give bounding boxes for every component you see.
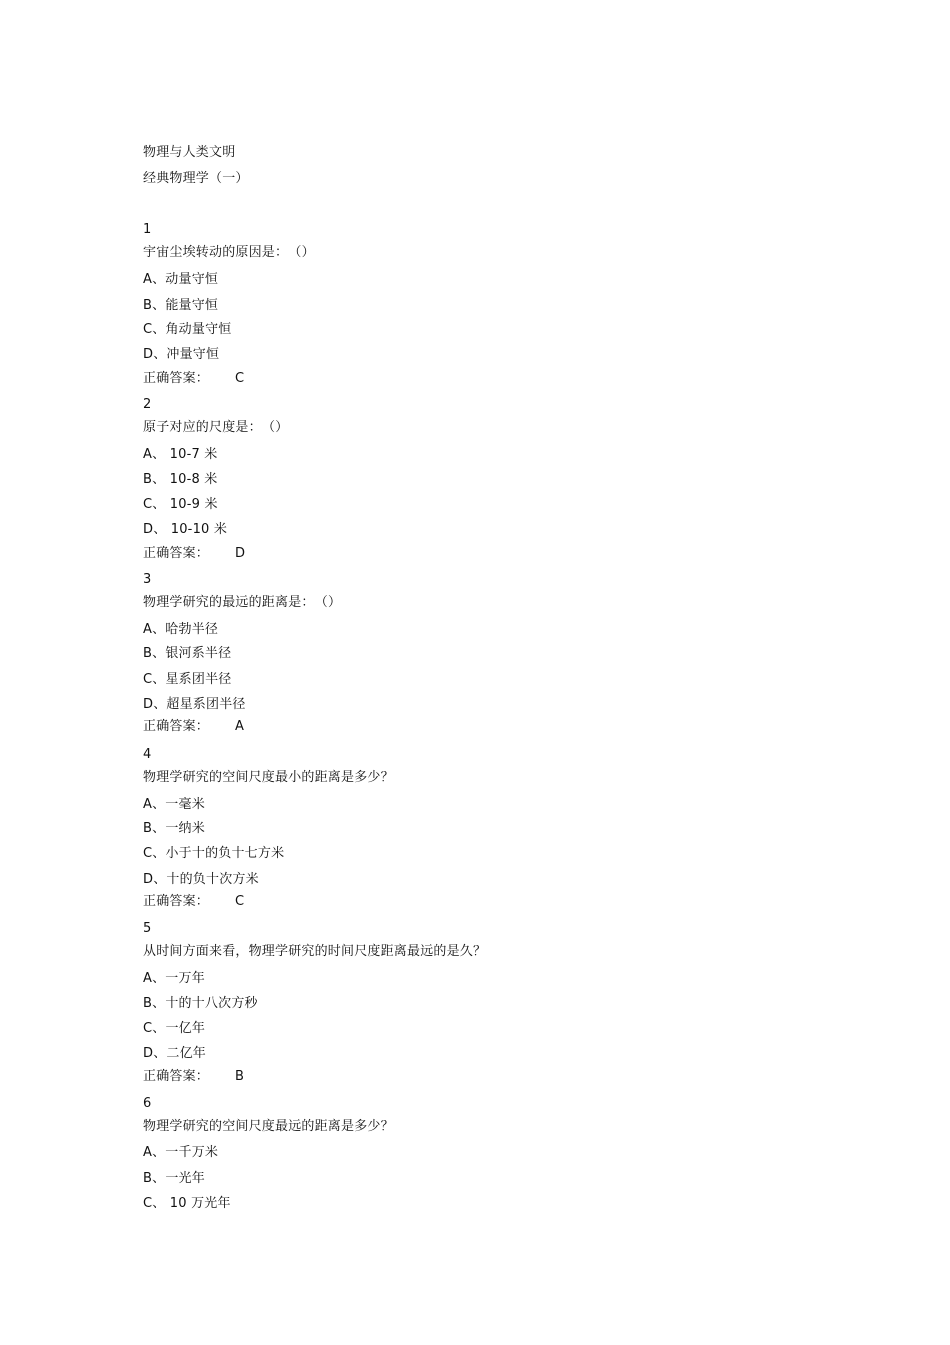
answer-label: 正确答案： — [143, 371, 210, 386]
question-text: 物理学研究的空间尺度最小的距离是多少？ — [143, 770, 394, 785]
option-a: A、哈勃半径 — [143, 622, 219, 637]
document-subtitle: 经典物理学（一） — [143, 171, 249, 186]
option-b: B、 10-8 米 — [143, 472, 218, 487]
option-b: B、一光年 — [143, 1171, 205, 1186]
option-b: B、银河系半径 — [143, 646, 232, 661]
option-d: D、十的负十次方米 — [143, 872, 259, 887]
option-d: D、超星系团半径 — [143, 697, 246, 712]
answer-value: C — [235, 371, 245, 386]
answer-label: 正确答案： — [143, 1069, 210, 1084]
question-number: 5 — [143, 921, 152, 936]
document-title: 物理与人类文明 — [143, 145, 236, 160]
option-c: C、小于十的负十七方米 — [143, 846, 285, 861]
question-text: 物理学研究的空间尺度最远的距离是多少？ — [143, 1119, 394, 1134]
question-number: 2 — [143, 397, 152, 412]
option-b: B、十的十八次方秒 — [143, 996, 258, 1011]
option-a: A、动量守恒 — [143, 272, 219, 287]
option-a: A、一毫米 — [143, 797, 205, 812]
answer-value: A — [235, 719, 245, 734]
option-a: A、 10-7 米 — [143, 447, 218, 462]
option-b: B、一纳米 — [143, 821, 205, 836]
answer-value: D — [235, 546, 246, 561]
answer-label: 正确答案： — [143, 719, 210, 734]
option-c: C、 10 万光年 — [143, 1196, 231, 1211]
option-d: D、二亿年 — [143, 1046, 207, 1061]
question-text: 宇宙尘埃转动的原因是： （） — [143, 245, 315, 260]
option-c: C、一亿年 — [143, 1021, 206, 1036]
option-d: D、冲量守恒 — [143, 347, 220, 362]
option-b: B、能量守恒 — [143, 298, 219, 313]
answer-line — [143, 893, 244, 911]
answer-value: B — [235, 1069, 245, 1084]
option-d: D、 10-10 米 — [143, 522, 228, 537]
answer-line — [143, 370, 244, 388]
option-c: C、 10-9 米 — [143, 497, 218, 512]
answer-line — [143, 1068, 244, 1086]
answer-value: C — [235, 894, 245, 909]
answer-label: 正确答案： — [143, 894, 210, 909]
question-number: 6 — [143, 1096, 152, 1111]
question-text: 原子对应的尺度是： （） — [143, 420, 289, 435]
option-a: A、一万年 — [143, 971, 205, 986]
answer-line — [143, 545, 245, 563]
question-text: 从时间方面来看，物理学研究的时间尺度距离最远的是久？ — [143, 944, 487, 959]
answer-label: 正确答案： — [143, 546, 210, 561]
option-a: A、一千万米 — [143, 1145, 219, 1160]
answer-line — [143, 718, 244, 736]
question-number: 4 — [143, 747, 152, 762]
question-number: 3 — [143, 572, 152, 587]
option-c: C、星系团半径 — [143, 672, 232, 687]
question-text: 物理学研究的最远的距离是： （） — [143, 595, 342, 610]
question-number: 1 — [143, 222, 152, 237]
option-c: C、角动量守恒 — [143, 322, 232, 337]
